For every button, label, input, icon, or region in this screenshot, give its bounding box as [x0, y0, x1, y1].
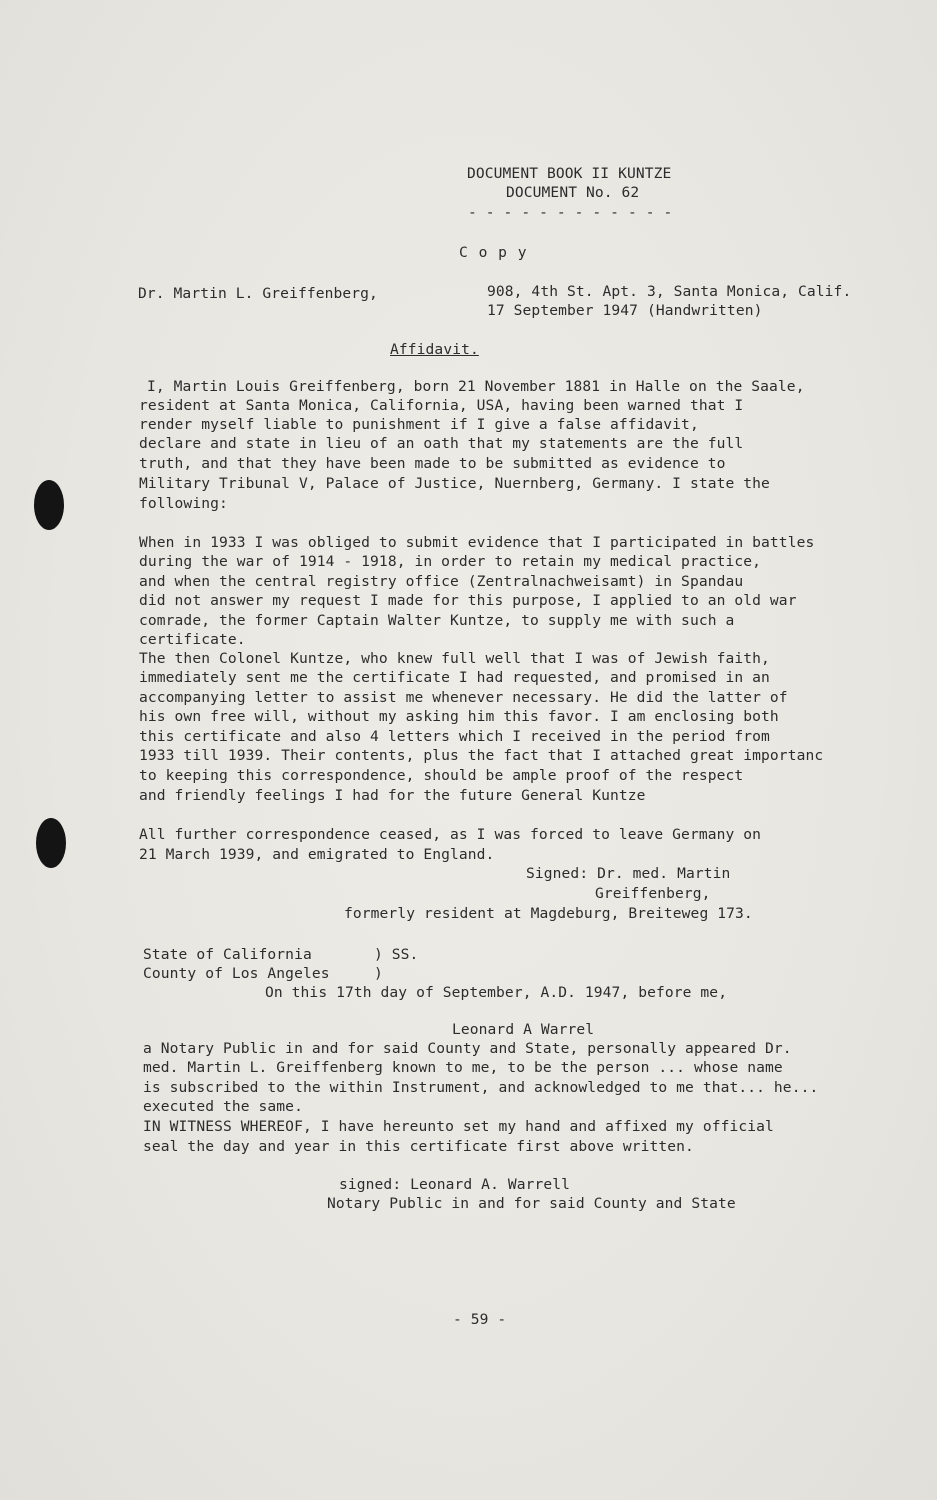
text-line: a Notary Public in and for said County and State, personally appeared Dr. — [143, 1040, 792, 1057]
venue-county: County of Los Angeles — [143, 965, 330, 982]
notary-name: Leonard A Warrel — [452, 1021, 595, 1038]
text-line: did not answer my request I made for this purpose, I applied to an old war — [139, 592, 797, 609]
notary-signed: signed: Leonard A. Warrell — [339, 1176, 571, 1193]
text-line: and friendly feelings I had for the future General Kuntze — [139, 787, 646, 804]
text-line: resident at Santa Monica, California, USA, having been warned that I — [139, 397, 744, 414]
document-book-header: DOCUMENT BOOK II KUNTZE — [467, 165, 672, 182]
text-line: IN WITNESS WHEREOF, I have hereunto set my hand and affixed my official — [143, 1118, 774, 1135]
signature-name: Greiffenberg, — [595, 885, 711, 902]
text-line: seal the day and year in this certificate first above written. — [143, 1138, 694, 1155]
header-rule: - - - - - - - - - - - - — [468, 204, 673, 221]
text-line: this certificate and also 4 letters which I received in the period from — [139, 728, 770, 745]
venue-paren: ) — [374, 965, 383, 982]
text-line: When in 1933 I was obliged to submit evidence that I participated in battles — [139, 534, 815, 551]
copy-label: C o p y — [459, 244, 528, 261]
text-line: 21 March 1939, and emigrated to England. — [139, 846, 495, 863]
text-line: executed the same. — [143, 1098, 303, 1115]
venue-ss: ) SS. — [374, 946, 419, 963]
former-residence: formerly resident at Magdeburg, Breiteweg 173. — [344, 905, 753, 922]
punch-hole — [34, 480, 64, 530]
text-line: and when the central registry office (Zentralnachweisamt) in Spandau — [139, 573, 744, 590]
text-line: Military Tribunal V, Palace of Justice, Nuernberg, Germany. I state the — [139, 475, 770, 492]
text-line: to keeping this correspondence, should be ample proof of the respect — [139, 767, 744, 784]
venue-date-line: On this 17th day of September, A.D. 1947, before me, — [265, 984, 728, 1001]
text-line: truth, and that they have been made to be submitted as evidence to — [139, 455, 726, 472]
page-number: - 59 - — [453, 1311, 507, 1328]
affidavit-title: Affidavit. — [390, 341, 479, 358]
notary-title: Notary Public in and for said County and State — [327, 1195, 736, 1212]
text-line: is subscribed to the within Instrument, and acknowledged to me that... he... — [143, 1079, 819, 1096]
text-line: render myself liable to punishment if I give a false affidavit, — [139, 416, 699, 433]
venue-state: State of California — [143, 946, 312, 963]
text-line: 1933 till 1939. Their contents, plus the fact that I attached great importanc — [139, 747, 824, 764]
text-line: certificate. — [139, 631, 246, 648]
text-line: immediately sent me the certificate I had requested, and promised in an — [139, 669, 770, 686]
text-line: following: — [139, 495, 228, 512]
text-line: comrade, the former Captain Walter Kuntze, to supply me with such a — [139, 612, 735, 629]
sender-name: Dr. Martin L. Greiffenberg, — [138, 285, 378, 302]
text-line: during the war of 1914 - 1918, in order to retain my medical practice, — [139, 553, 762, 570]
text-line: All further correspondence ceased, as I was forced to leave Germany on — [139, 826, 762, 843]
text-line: The then Colonel Kuntze, who knew full well that I was of Jewish faith, — [139, 650, 770, 667]
punch-hole — [36, 818, 66, 868]
sender-address: 908, 4th St. Apt. 3, Santa Monica, Calif. — [487, 283, 852, 300]
text-line: declare and state in lieu of an oath that my statements are the full — [139, 435, 744, 452]
document-number: DOCUMENT No. 62 — [506, 184, 640, 201]
text-line: I, Martin Louis Greiffenberg, born 21 November 1881 in Halle on the Saale, — [147, 378, 805, 395]
sender-date: 17 September 1947 (Handwritten) — [487, 302, 763, 319]
text-line: accompanying letter to assist me whenever necessary. He did the latter of — [139, 689, 788, 706]
signature-line: Signed: Dr. med. Martin — [526, 865, 731, 882]
text-line: his own free will, without my asking him this favor. I am enclosing both — [139, 708, 779, 725]
text-line: med. Martin L. Greiffenberg known to me, to be the person ... whose name — [143, 1059, 783, 1076]
